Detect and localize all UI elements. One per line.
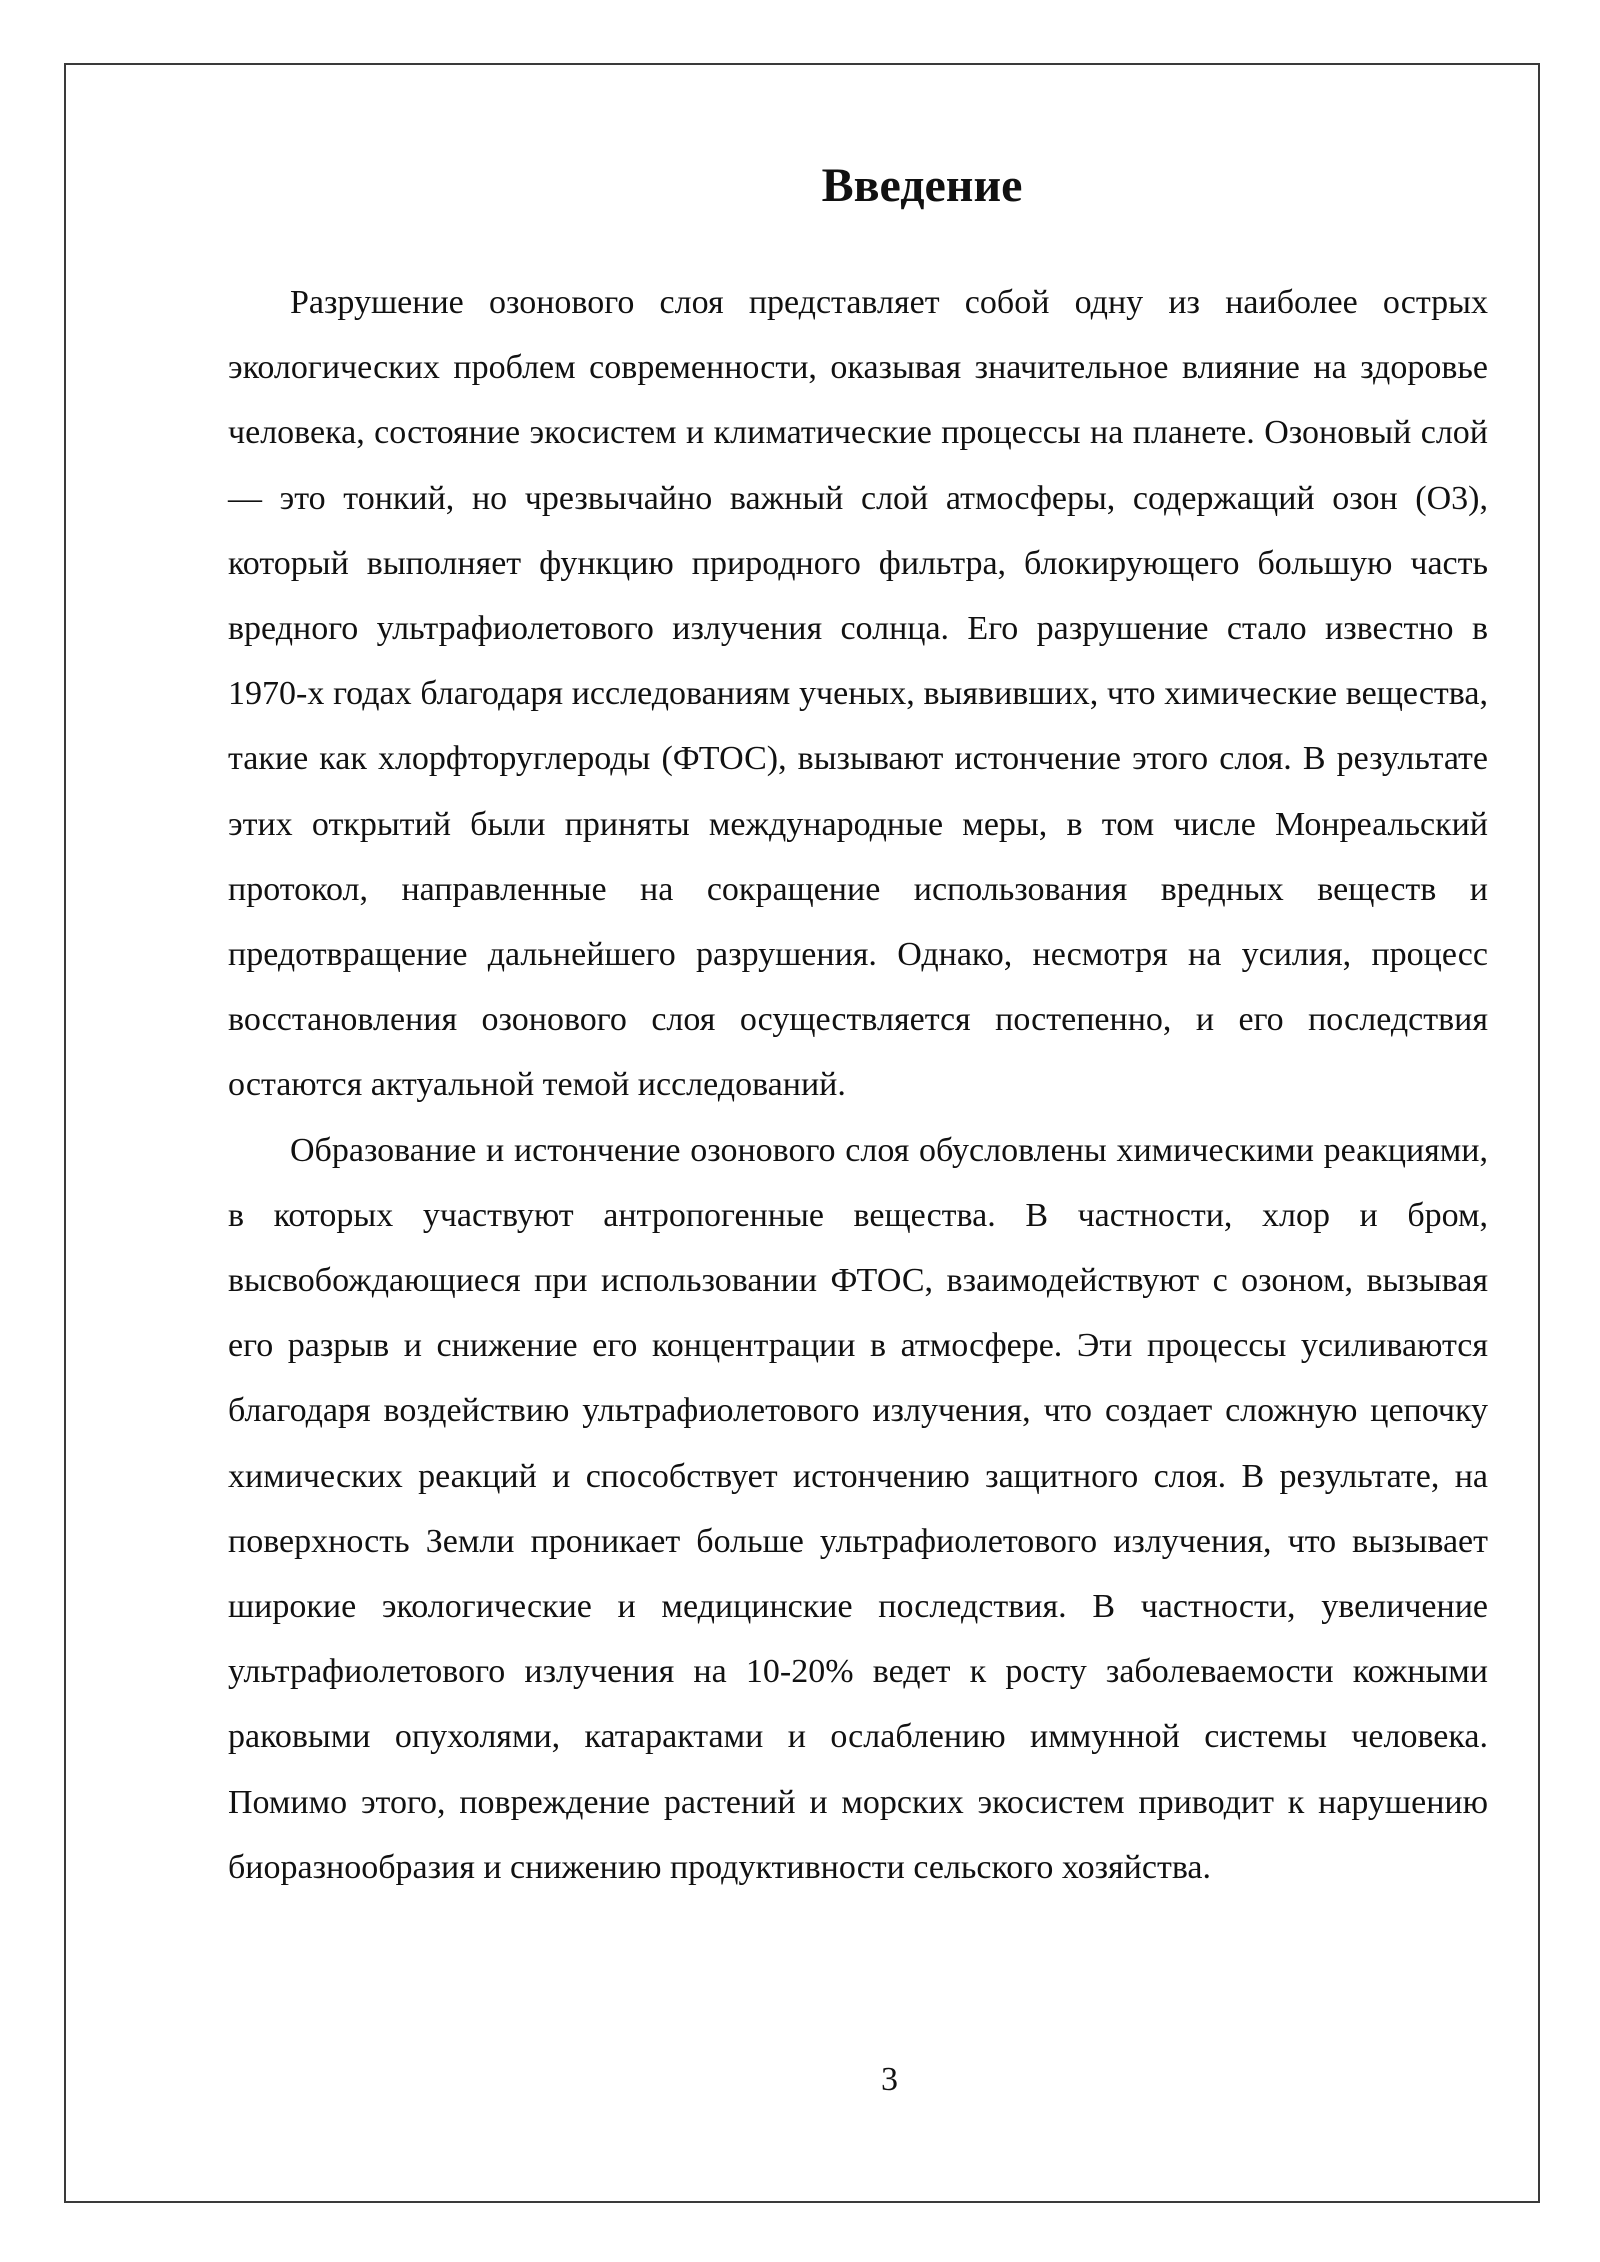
paragraph-2: Образование и истончение озонового слоя обусловлены химическими реакциями, в которых участвуют антропогенные вещества. В частности, хлор и бром, высвобождающиеся при использовании ФТОС, взаимодействуют с озоном, вызывая его разрыв и снижение его концентрации в атмосфере. Эти процессы усиливаются благодаря воздействию ультрафиолетового излучения, что создает сложную цепочку химических реакций и способствует истончению защитного слоя. В результате, на поверхность Земли проникает больше ультрафиолетового излучения, что вызывает широкие экологические и медицинские последствия. В частности, увеличение ультрафиолетового излучения на 10-20% ведет к росту заболеваемости кожными раковыми опухолями, катарактами и ослаблению иммунной системы человека. Помимо этого, повреждение растений и морских экосистем приводит к нарушению биоразнообразия и снижению продуктивности сельского хозяйства. (228, 1131, 1488, 1886)
paragraph-1: Разрушение озонового слоя представляет собой одну из наиболее острых экологических проблем современности, оказывая значительное влияние на здоровье человека, состояние экосистем и климатические процессы на планете. Озоновый слой — это тонкий, но чрезвычайно важный слой атмосферы, содержащий озон (O3), который выполняет функцию природного фильтра, блокирующего большую часть вредного ультрафиолетового излучения солнца. Его разрушение стало известно в 1970-х годах благодаря исследованиям ученых, выявивших, что химические вещества, такие как хлорфторуглероды (ФТОС), вызывают истончение этого слоя. В результате этих открытий были приняты международные меры, в том числе Монреальский протокол, направленные на сокращение использования вредных веществ и предотвращение дальнейшего разрушения. Однако, несмотря на усилия, процесс восстановления озонового слоя осуществляется постепенно, и его последствия остаются актуальной темой исследований. (228, 284, 1488, 1104)
page-number: 3 (881, 2061, 898, 2098)
page-title: Введение (821, 159, 1023, 212)
page-content (228, 150, 1488, 1900)
